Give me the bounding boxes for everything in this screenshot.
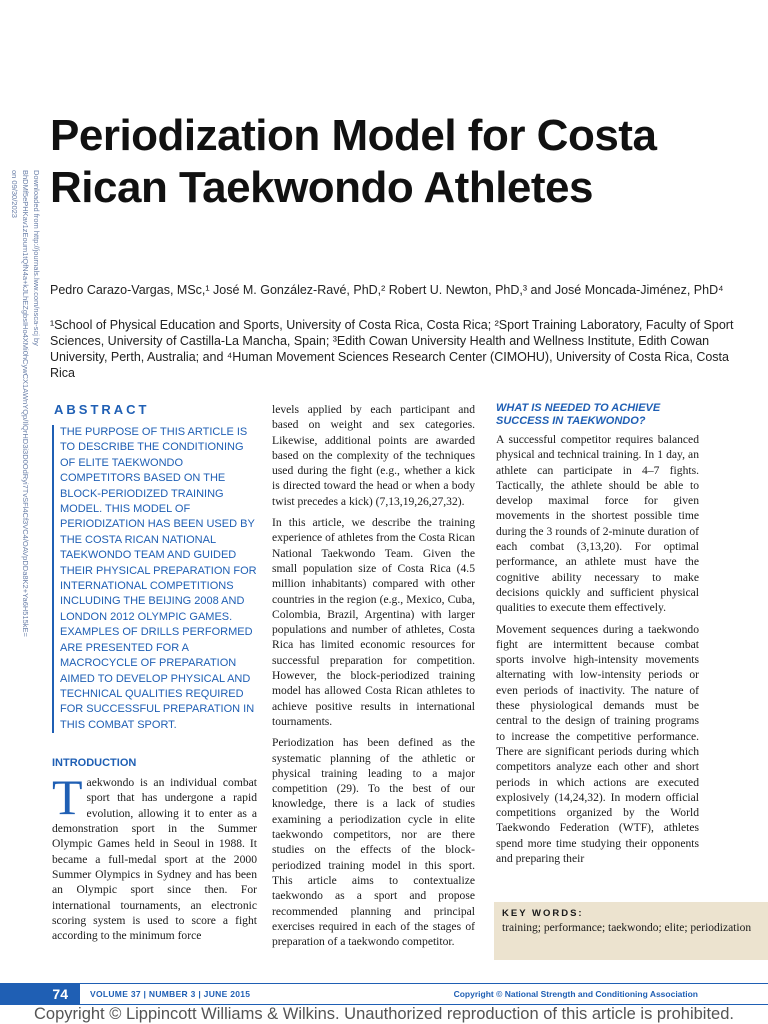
page-footer [0,983,768,1005]
affiliations: ¹School of Physical Education and Sports, University of Costa Rica, Costa Rica; ²Sport Training Laboratory, Faculty of Sport Sciences, University of Castilla-La Mancha, Spain; ³Edith Cowan University Health and Wellness Institute, Edith Cowan University, Perth, Australia; and ⁴Human Movement Sciences Research Center (CIMOHU), University of Costa Rica, Costa Rica [50,318,734,380]
journal-copyright: Copyright © National Strength and Conditioning Association [453,989,698,999]
introduction-heading: INTRODUCTION [52,757,137,770]
dropcap-letter: T [52,769,83,826]
column-2 [272,402,475,949]
paragraph: In this article, we describe the training experience of athletes from the Costa Rican National Taekwondo Team. Given the small population size of Costa Rica (4.5 million inhabitants) compared with other countries in the region (e.g., Mexico, Cuba, Colombia, Brazil, Argentina) with larger populations and number of athletes, Costa Rica has limited economic resources for successful preparation for competition. However, the block-periodized training model has allowed Costa Rican athletes to achieve positive results in international tournaments. [272,516,475,728]
keywords-heading: KEY WORDS: [502,908,584,919]
keywords-box [494,902,768,960]
column-1 [52,402,257,943]
keywords-text: training; performance; taekwondo; elite; periodization [502,922,752,934]
author-list: Pedro Carazo-Vargas, MSc,¹ José M. González-Ravé, PhD,² Robert U. Newton, PhD,³ and José Moncada-Jiménez, PhD⁴ [50,283,724,297]
publisher-copyright: Copyright © Lippincott Williams & Wilkins. Unauthorized reproduction of this article is prohibited. [34,1005,734,1023]
introduction-paragraph [52,769,257,943]
paragraph: Movement sequences during a taekwondo fight are intermittent because combat sports involve high-intensity movements alternating with low-intensity periods or even periods of inactivity. The nature of these physiological demands must be central to the design of training programs to increase the competitive performance. There are significant periods during which competitors analyze each other and short periods in which actions are executed explosively (14,24,32). In modern official competitions organized by the World Taekwondo Federation (WTF), athletes spend more time studying their opponents and preparing their [496,622,699,866]
article-title: Periodization Model for Costa Rican Taekwondo Athletes [50,111,657,212]
page-number: 74 [0,984,80,1004]
introduction-text: aekwondo is an individual combat sport that has undergone a rapid evolution, allowing it to enter as a demonstration sport in the Summer Olympic Games held in Seoul in 1988. It became a full-medal sport at the 2000 Summer Olympics in Sydney and has been an Olympic sport since then. For international tournaments, an electronic scoring system is used to score a fight according to the minimum force [52,776,257,943]
paragraph: levels applied by each participant and based on weight and sex categories. Likewise, additional points are awarded based on the complexity of the techniques used during the fight (e.g., whether a kick is directed toward the head or when a body twist precedes a kick) (7,13,19,26,27,32). [272,403,475,508]
abstract-heading: ABSTRACT [54,402,150,417]
volume-info: VOLUME 37 | NUMBER 3 | JUNE 2015 [90,989,251,999]
abstract-text: THE PURPOSE OF THIS ARTICLE IS TO DESCRIBE THE CONDITIONING OF ELITE TAEKWONDO COMPETITORS BASED ON THE BLOCK-PERIODIZED TRAINING MODEL. THIS MODEL OF PERIODIZATION HAS BEEN USED BY THE COSTA RICAN NATIONAL TAEKWONDO TEAM AND GUIDED THEIR PHYSICAL PREPARATION FOR INTERNATIONAL COMPETITIONS INCLUDING THE BEIJING 2008 AND LONDON 2012 OLYMPIC GAMES. EXAMPLES OF DRILLS PERFORMED ARE PRESENTED FOR A MACROCYCLE OF PREPARATION AIMED TO DEVELOP PHYSICAL AND TECHNICAL QUALITIES REQUIRED FOR SUCCESSFUL PREPARATION IN THIS COMBAT SPORT. [52,425,257,733]
section-heading: WHAT IS NEEDED TO ACHIEVE SUCCESS IN TAEKWONDO? [496,402,661,427]
column-3 [496,402,699,866]
download-watermark: Downloaded from http://journals.lww.com/nsca-scj by BhDMf5ePHKav1zEoum1tQfN4a+kJLhEZgbsIHo4XMi0hCywCX1AWnYQp/IlQrHD3i3D0OdRyi7TvSFl4Cf3VC4/OAVpDDa8K2+Ya6H515kE= on 09/30/2023 [10,170,41,637]
paragraph: Periodization has been defined as the systematic planning of the athletic or physical training leading to a major competition (29). To the best of our knowledge, there is a lack of studies examining a periodization cycle in elite taekwondo competitors, nor are there studies on the effects of the block-periodized training model in this sport. This article aims to contextualize taekwondo as a sport and propose recommended planning and principal exercises required in each of the stages of preparation of a taekwondo competitor. [272,736,475,949]
paragraph: A successful competitor requires balanced physical and technical training. In 1 day, an athlete can participate in 4–7 fights. Tactically, the athlete should be able to develop maximal force for given movements in the shortest possible time during the 3 rounds of 2-minute duration of each combat (3,13,20). For optimal performance, an athlete must have the cognitive ability necessary to make decisions quickly and sufficient physical qualities to execute them effectively. [496,433,699,615]
